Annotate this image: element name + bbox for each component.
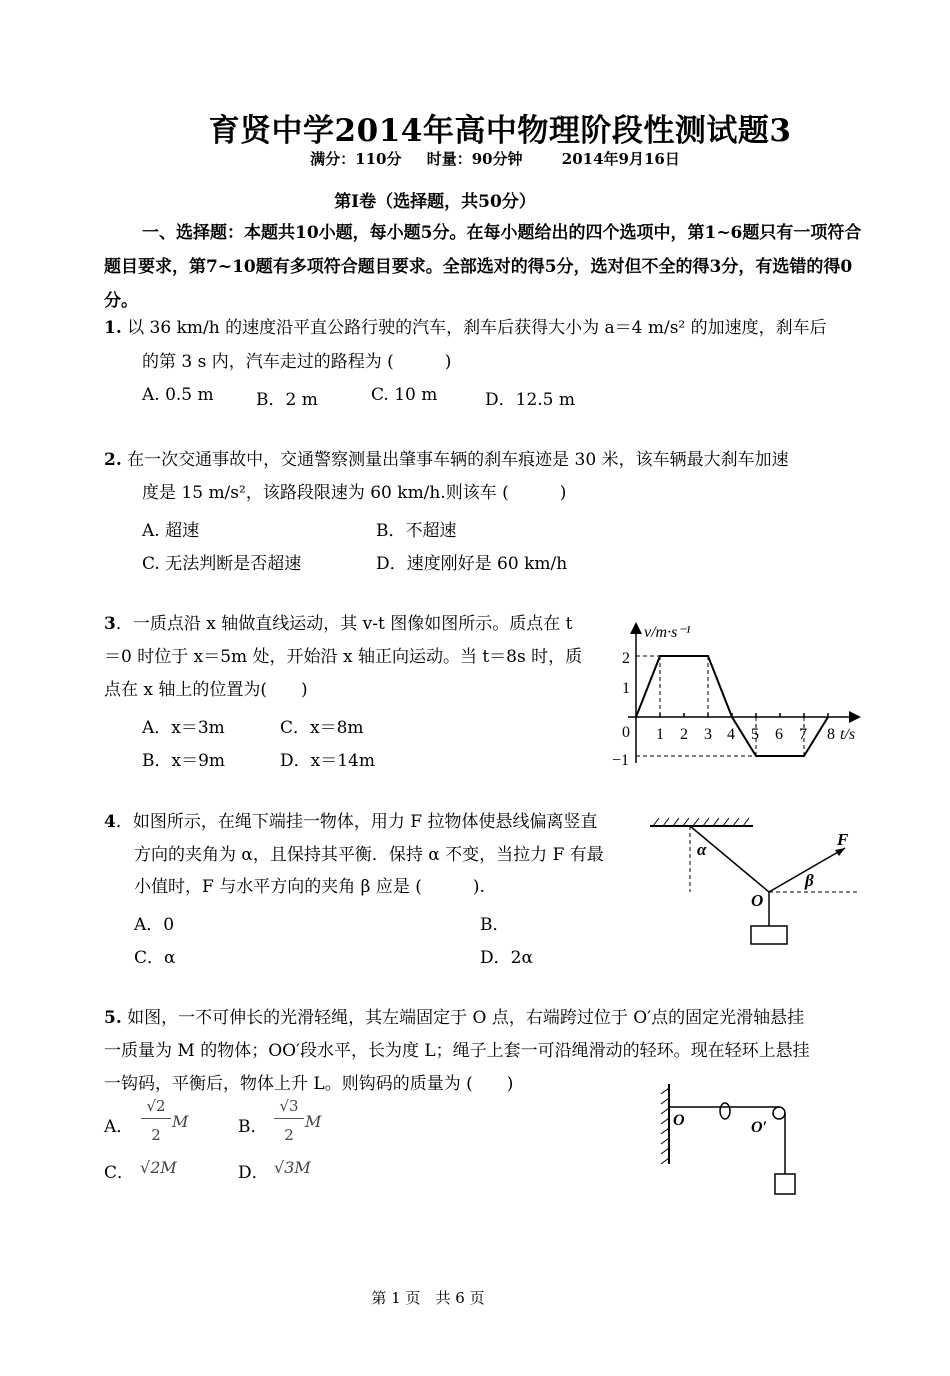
question-number: 5.	[104, 1008, 122, 1028]
question-text: 如图，一不可伸长的光滑轻绳，其左端固定于 O 点，右端跨过位于 O′点的固定光滑轴悬挂	[127, 1008, 805, 1028]
section-instructions: 一、选择题：本题共10小题，每小题5分。在每小题给出的四个选项中，第1~6题只有一项符合题目要求，第7~10题有多项符合题目要求。全部选对的得5分，选对但不全的得3分，有选错的得0分。	[104, 223, 862, 311]
question-1	[104, 318, 827, 338]
option-d: D．12.5 m	[485, 390, 576, 410]
option-c-value: √2M	[140, 1158, 177, 1177]
option-d-value: √3M	[274, 1158, 311, 1177]
option-c: C．α	[134, 948, 176, 968]
pulley	[773, 1107, 785, 1119]
question-text: 小值时，F 与水平方向的夹角 β 应是 ( ).	[134, 877, 485, 897]
pulley-diagram	[655, 1080, 805, 1200]
option-a: A．0	[134, 915, 175, 935]
x-tick-label: 7	[799, 726, 807, 743]
x-tick-label: 4	[727, 726, 735, 743]
question-number: 3	[104, 614, 116, 634]
rope-force-diagram	[645, 812, 865, 952]
option-a-numerator: √2	[146, 1097, 166, 1115]
option-b: B．	[238, 1117, 268, 1137]
option-c: C．	[104, 1163, 135, 1183]
option-b: B．2 m	[256, 390, 318, 410]
question-4	[104, 812, 597, 832]
light-ring	[720, 1103, 730, 1119]
x-tick-label: 5	[751, 726, 759, 743]
option-a: A. 0.5 m	[142, 385, 214, 405]
page-footer: 第 1 页 共 6 页	[371, 1289, 485, 1307]
point-o-label: O	[673, 1112, 685, 1129]
exam-date: 2014年9月16日	[561, 150, 680, 168]
beta-label: β	[805, 871, 814, 890]
option-c: C. 无法判断是否超速	[142, 554, 302, 574]
option-d: D．x＝14m	[280, 751, 375, 771]
exam-meta	[0, 148, 950, 169]
x-tick-label: 2	[680, 726, 688, 743]
question-text: 一钩码，平衡后，物体上升 L。则钩码的质量为 ( )	[104, 1074, 514, 1094]
option-b-denominator: 2	[284, 1126, 294, 1144]
y-tick-label: 0	[622, 724, 630, 741]
question-text: 方向的夹角为 α，且保持其平衡．保持 α 不变，当拉力 F 有最	[134, 845, 604, 865]
page-title: 育贤中学2014年高中物理阶段性测试题3	[208, 113, 792, 149]
x-tick-label: 1	[656, 726, 664, 743]
option-a: A．x＝3m	[142, 718, 225, 738]
question-number: 2.	[104, 450, 122, 470]
x-axis-label: t/s	[840, 726, 856, 743]
section-heading: 第Ⅰ卷（选择题，共50分）	[334, 192, 536, 212]
option-b: B．x＝9m	[142, 751, 226, 771]
option-c: C. 10 m	[371, 385, 438, 405]
question-text: ．一质点沿 x 轴做直线运动，其 v-t 图像如图所示。质点在 t	[115, 614, 573, 634]
y-axis-label: v/m·s⁻¹	[644, 624, 691, 641]
fraction-bar	[141, 1118, 171, 1119]
question-3	[104, 614, 572, 634]
option-d: D．2α	[480, 948, 533, 968]
question-number: 4	[104, 812, 116, 832]
vt-graph	[608, 615, 870, 775]
option-b: B．	[480, 915, 510, 935]
full-marks: 满分：110分	[310, 150, 402, 168]
question-2	[104, 450, 789, 470]
y-tick-label: 2	[622, 650, 630, 667]
option-b-mass: M	[305, 1112, 322, 1131]
option-a: A．	[104, 1117, 134, 1137]
question-text: ．如图所示，在绳下端挂一物体，用力 F 拉物体使悬线偏离竖直	[115, 812, 598, 832]
mass-block	[775, 1174, 795, 1194]
question-text: 度是 15 m/s²，该路段限速为 60 km/h.则该车 ( )	[142, 483, 567, 503]
option-a-denominator: 2	[151, 1126, 161, 1144]
ceiling-hatching	[653, 818, 749, 826]
y-tick-label: 1	[622, 680, 630, 697]
option-a: A. 超速	[142, 521, 200, 541]
x-tick-label: 8	[827, 726, 835, 743]
question-5	[104, 1008, 804, 1028]
question-number: 1.	[104, 318, 122, 338]
option-d: D．速度刚好是 60 km/h	[376, 554, 568, 574]
rope	[690, 826, 769, 892]
option-b-numerator: √3	[279, 1097, 299, 1115]
question-text: ＝0 时位于 x＝5m 处，开始沿 x 轴正向运动。当 t＝8s 时，质	[104, 647, 583, 667]
x-tick-label: 6	[775, 726, 783, 743]
option-a-mass: M	[172, 1112, 189, 1131]
option-c: C．x＝8m	[280, 718, 364, 738]
hanging-block	[751, 926, 787, 944]
point-o-label: O	[751, 891, 764, 910]
point-o-prime-label: O′	[751, 1119, 768, 1136]
time-limit: 时量：90分钟	[426, 150, 523, 168]
wall-hatching	[661, 1088, 669, 1164]
fraction-bar	[274, 1118, 304, 1119]
force-arrowhead	[835, 848, 845, 856]
question-text: 的第 3 s 内，汽车走过的路程为 ( )	[142, 352, 452, 372]
question-text: 点在 x 轴上的位置为( )	[104, 680, 308, 700]
question-text: 一质量为 M 的物体；OO′段水平，长为度 L；绳子上套一可沿绳滑动的轻环。现在轻环上悬挂	[104, 1041, 810, 1061]
x-tick-label: 3	[704, 726, 712, 743]
option-d: D．	[238, 1163, 269, 1183]
option-b: B．不超速	[376, 521, 457, 541]
y-tick-label: −1	[612, 752, 630, 769]
question-text: 以 36 km/h 的速度沿平直公路行驶的汽车，刹车后获得大小为 a＝4 m/s² 的加速度，刹车后	[127, 318, 827, 338]
question-text: 在一次交通事故中，交通警察测量出肇事车辆的刹车痕迹是 30 米，该车辆最大刹车加速	[127, 450, 789, 470]
alpha-label: α	[697, 840, 707, 859]
force-label: F	[837, 830, 849, 849]
